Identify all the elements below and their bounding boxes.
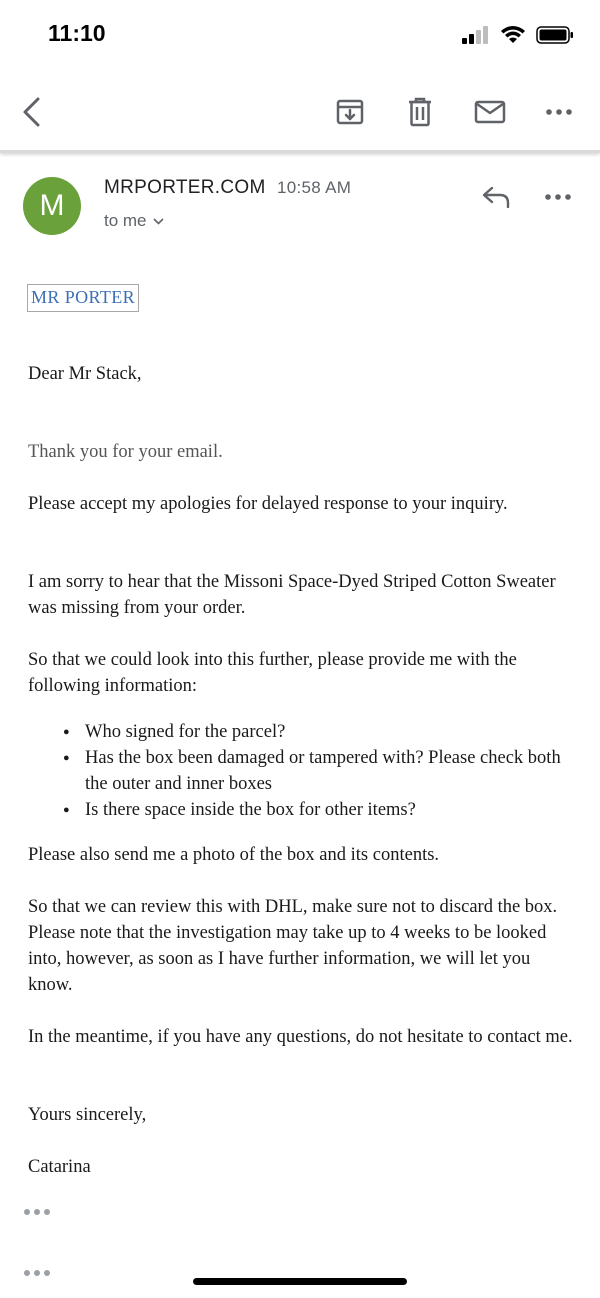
dot [24, 1270, 30, 1276]
paragraph-questions: In the meantime, if you have any questions, do not hesitate to contact me. [28, 1027, 573, 1047]
dot [34, 1270, 40, 1276]
message-header [0, 165, 600, 255]
home-indicator[interactable] [193, 1278, 407, 1285]
dot [24, 1209, 30, 1215]
question-list [28, 719, 573, 823]
greeting: Dear Mr Stack, [28, 364, 142, 384]
sender-name[interactable]: MRPORTER.COM [104, 177, 266, 198]
archive-button[interactable] [330, 92, 370, 132]
signature: Catarina [28, 1157, 91, 1177]
dot [44, 1209, 50, 1215]
list-item: ● Who signed for the parcel? [85, 719, 573, 745]
chevron-down-icon [153, 218, 164, 225]
paragraph-photo-request: Please also send me a photo of the box and its contents. [28, 845, 440, 865]
closing: Yours sincerely, [28, 1105, 147, 1125]
recipient-label: to me [104, 211, 147, 230]
dot [44, 1270, 50, 1276]
delete-button[interactable] [400, 92, 440, 132]
mail-icon [474, 100, 506, 124]
archive-icon [336, 98, 364, 126]
back-arrow-icon [20, 96, 44, 128]
status-time: 11:10 [48, 20, 106, 46]
mark-unread-button[interactable] [470, 92, 510, 132]
message-more-button[interactable] [540, 179, 576, 215]
paragraph-missing-item: I am sorry to hear that the Missoni Space-Dyed Striped Cotton Sweater was missing from your order. [28, 572, 556, 618]
show-trimmed-content-button[interactable] [24, 1205, 54, 1219]
paragraph-investigation: So that we can review this with DHL, make sure not to discard the box. Please note that the investigation may take up to 4 weeks to be looked into, however, as soon as I have further information, we will let you know. [28, 897, 558, 995]
more-horizontal-icon [545, 194, 571, 200]
toolbar [0, 72, 600, 153]
status-icons [462, 25, 574, 44]
list-item: ● Has the box been damaged or tampered with? Please check both the outer and inner boxes [85, 745, 573, 797]
paragraph-thanks: Thank you for your email. [28, 442, 223, 462]
back-button[interactable] [12, 92, 52, 132]
list-item: ● Is there space inside the box for other items? [85, 797, 573, 823]
wifi-icon [500, 25, 526, 44]
avatar[interactable]: M [23, 177, 81, 235]
recipient-toggle[interactable] [104, 211, 164, 231]
dot [34, 1209, 40, 1215]
reply-icon [482, 186, 510, 208]
more-horizontal-icon [546, 109, 572, 115]
paragraph-apology: Please accept my apologies for delayed response to your inquiry. [28, 494, 508, 514]
status-bar [0, 0, 600, 70]
toolbar-more-button[interactable] [539, 92, 579, 132]
message-time: 10:58 AM [277, 178, 352, 197]
cellular-signal-icon [462, 26, 490, 44]
paragraph-request-info: So that we could look into this further, please provide me with the following information: [28, 650, 517, 696]
mr-porter-logo-link[interactable]: MR PORTER [27, 284, 139, 312]
show-quoted-text-button[interactable] [24, 1266, 54, 1280]
battery-icon [536, 26, 574, 44]
trash-icon [407, 97, 433, 127]
reply-button[interactable] [478, 179, 514, 215]
